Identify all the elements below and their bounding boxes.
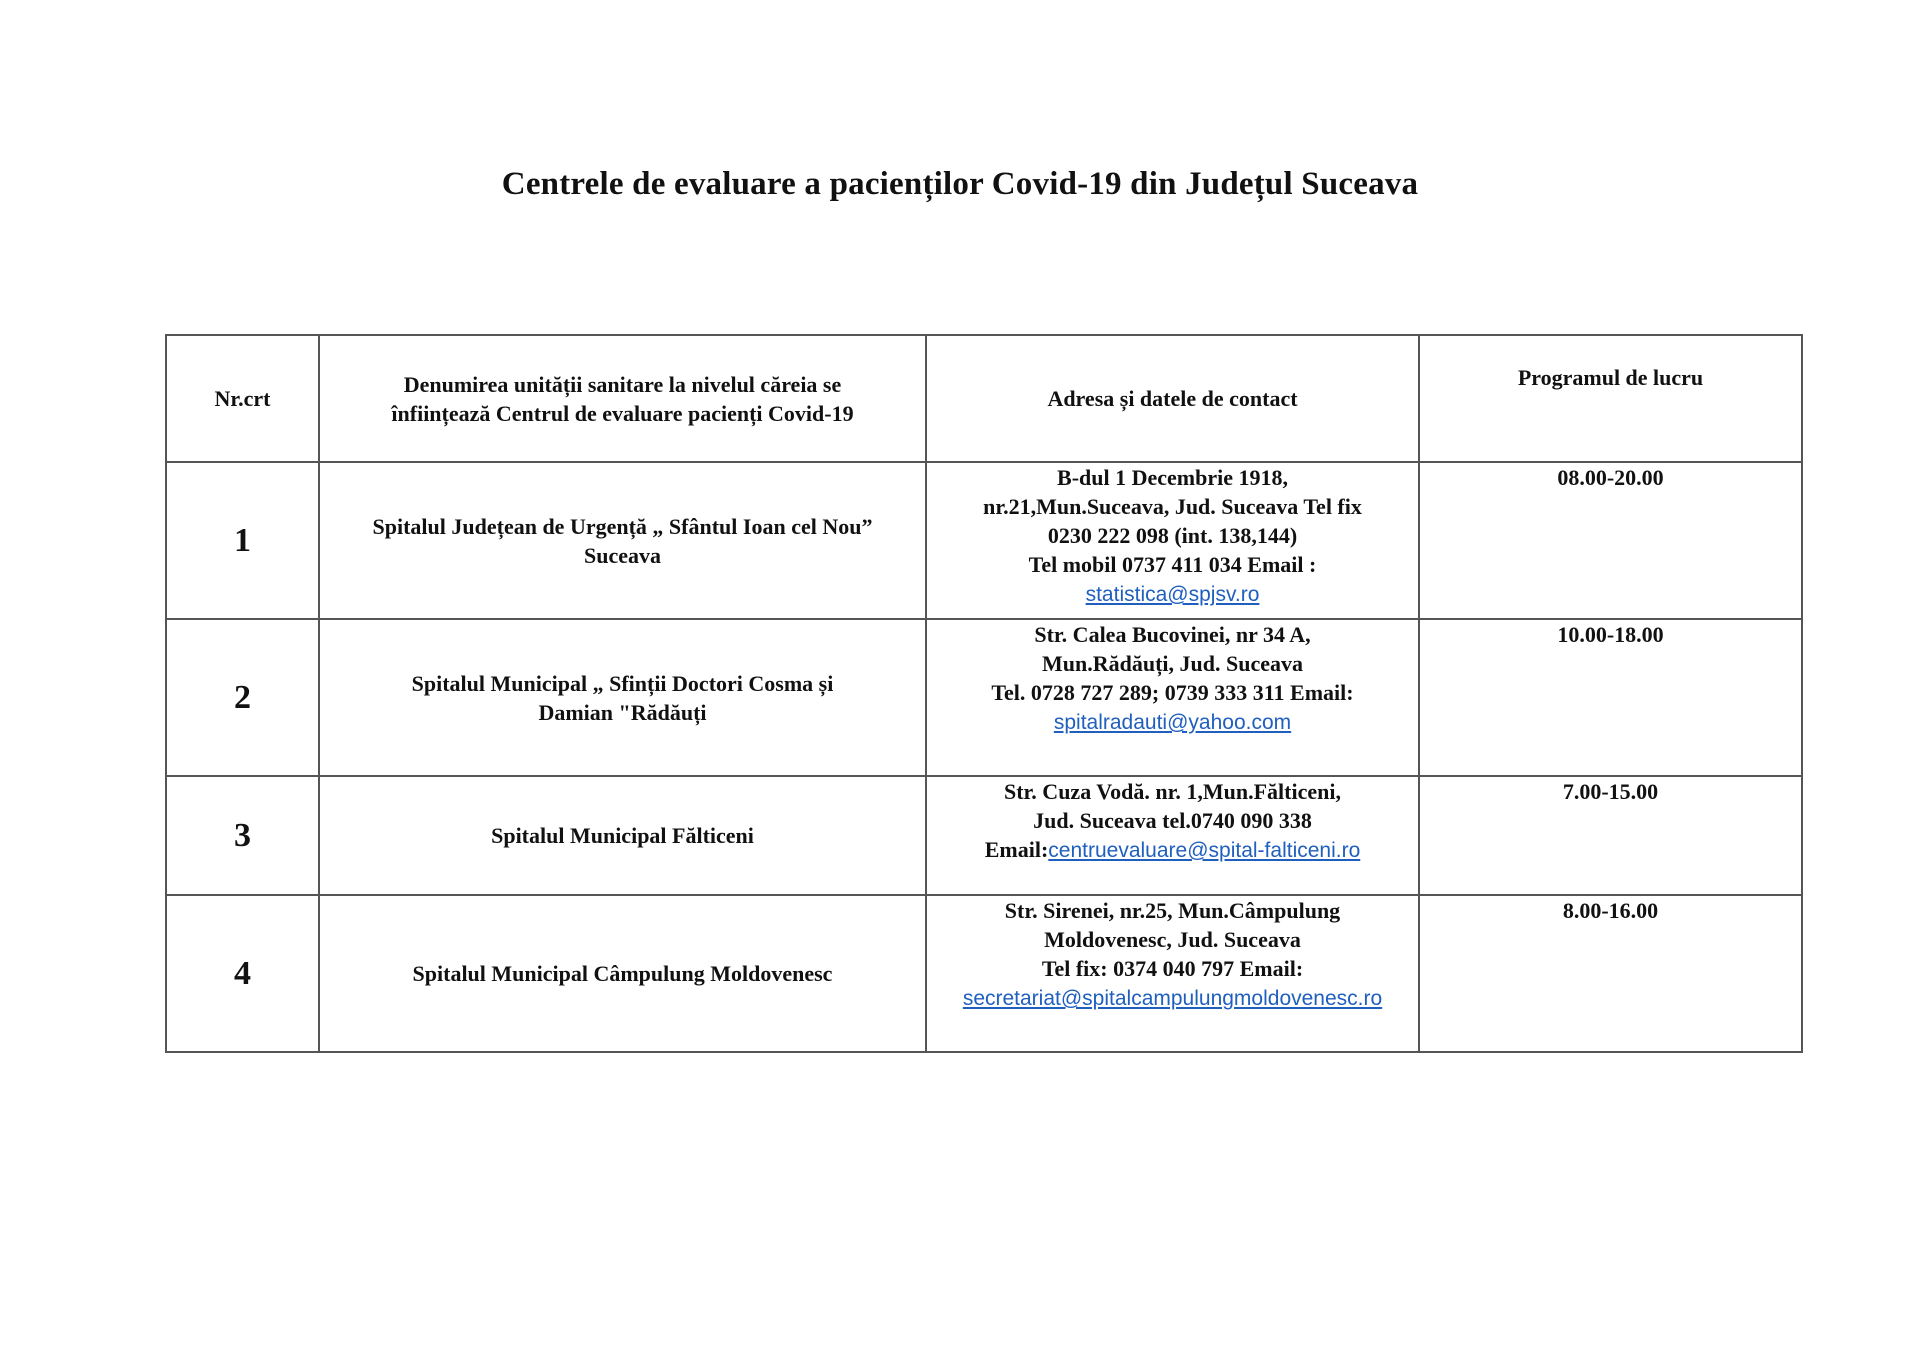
email-link[interactable]: secretariat@spitalcampulungmoldovenesc.ro [962, 987, 1383, 1010]
row-number: 1 [166, 462, 319, 619]
table-row [166, 895, 1802, 1052]
address-line: Tel. 0728 727 289; 0739 333 311 Email: [991, 680, 1354, 705]
work-program: 08.00-20.00 [1419, 462, 1802, 619]
email-link[interactable]: centruevaluare@spital-falticeni.ro [1048, 839, 1361, 862]
page-title: Centrele de evaluare a pacienților Covid-19 din Județul Suceava [501, 166, 1419, 202]
unit-name-line: Spitalul Municipal „ Sfinții Doctori Cosma și [411, 670, 834, 696]
header-address: Adresa și datele de contact [926, 335, 1419, 462]
address-contact [926, 619, 1419, 776]
unit-name [319, 462, 926, 619]
address-line: Str. Calea Bucovinei, nr 34 A, [1034, 622, 1311, 647]
row-number: 3 [166, 776, 319, 895]
address-line: Str. Cuza Vodă. nr. 1,Mun.Fălticeni, [1004, 779, 1341, 804]
header-unit-name [319, 335, 926, 462]
unit-name-line: Spitalul Județean de Urgență „ Sfântul Ioan cel Nou” [372, 513, 873, 539]
unit-name [319, 776, 926, 895]
unit-name-line: Damian "Rădăuți [538, 699, 707, 725]
email-line [933, 835, 1412, 865]
header-unit-name-line: Denumirea unității sanitare la nivelul căreia se [403, 371, 842, 397]
address-line: Tel mobil 0737 411 034 Email : [1028, 552, 1317, 577]
table-header-row [166, 335, 1802, 462]
address-line: nr.21,Mun.Suceava, Jud. Suceava Tel fix [983, 494, 1362, 519]
evaluation-centers-table [165, 334, 1803, 1053]
unit-name-line: Suceava [584, 542, 661, 568]
header-nr: Nr.crt [166, 335, 319, 462]
unit-name-line: Spitalul Municipal Câmpulung Moldovenesc [412, 961, 833, 986]
email-line [933, 707, 1412, 737]
header-program: Programul de lucru [1419, 335, 1802, 462]
header-unit-name-line: înființează Centrul de evaluare pacienți Covid-19 [391, 400, 854, 426]
address-contact [926, 776, 1419, 895]
table-row [166, 619, 1802, 776]
table-row [166, 462, 1802, 619]
row-number: 2 [166, 619, 319, 776]
row-number: 4 [166, 895, 319, 1052]
table-row [166, 776, 1802, 895]
email-line [933, 983, 1412, 1013]
email-link[interactable]: spitalradauti@yahoo.com [1053, 711, 1292, 734]
address-line: Str. Sirenei, nr.25, Mun.Câmpulung [1004, 898, 1341, 923]
address-line: B-dul 1 Decembrie 1918, [1057, 465, 1288, 490]
address-line: Jud. Suceava tel.0740 090 338 [1033, 808, 1312, 833]
address-line: Mun.Rădăuți, Jud. Suceava [1041, 651, 1303, 676]
email-prefix: Email: [984, 837, 1049, 862]
address-contact [926, 462, 1419, 619]
address-line: Moldovenesc, Jud. Suceava [1044, 927, 1301, 952]
unit-name [319, 619, 926, 776]
address-line: 0230 222 098 (int. 138,144) [1047, 523, 1298, 548]
unit-name [319, 895, 926, 1052]
email-line [933, 579, 1412, 609]
work-program: 8.00-16.00 [1419, 895, 1802, 1052]
work-program: 10.00-18.00 [1419, 619, 1802, 776]
unit-name-line: Spitalul Municipal Fălticeni [491, 823, 754, 848]
work-program: 7.00-15.00 [1419, 776, 1802, 895]
address-contact [926, 895, 1419, 1052]
email-link[interactable]: statistica@spjsv.ro [1085, 583, 1260, 606]
address-line: Tel fix: 0374 040 797 Email: [1041, 956, 1304, 981]
